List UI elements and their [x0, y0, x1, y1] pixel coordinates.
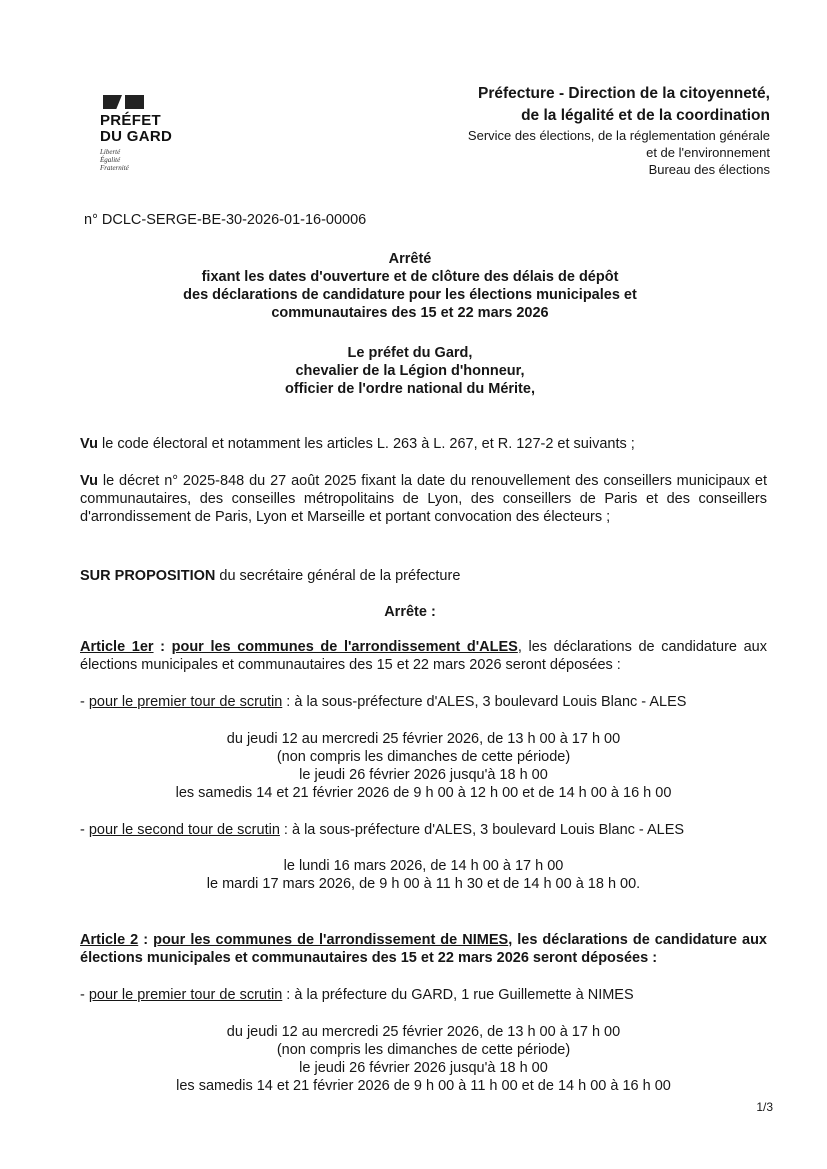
article-2-sep: :	[138, 932, 154, 948]
vu-text: le code électoral et notamment les articles L. 263 à L. 267, et R. 127-2 et suivants ;	[98, 436, 635, 452]
motto-fraternite: Fraternité	[100, 164, 129, 172]
schedule-line: le jeudi 26 février 2026 jusqu'à 18 h 00	[299, 767, 548, 783]
tour-text: : à la sous-préfecture d'ALES, 3 boulevard Louis Blanc - ALES	[279, 822, 685, 838]
issuer-header	[468, 83, 770, 178]
schedule-line: du jeudi 12 au mercredi 25 février 2026, de 13 h 00 à 17 h 00	[226, 731, 621, 747]
article-1-subject: pour les communes de l'arrondissement d'ALES	[171, 639, 518, 655]
article-1-tour-2	[80, 821, 767, 839]
motto-liberte: Liberté	[100, 148, 121, 156]
header-line-4: et de l'environnement	[646, 145, 770, 160]
prefet-logo	[100, 95, 210, 172]
dash: -	[80, 987, 89, 1003]
prefet-line-3: officier de l'ordre national du Mérite,	[285, 381, 535, 397]
article-1-tour-2-schedule	[80, 857, 767, 893]
article-1-sep: :	[153, 639, 172, 655]
header-line-5: Bureau des élections	[648, 162, 770, 177]
title-line-2: fixant les dates d'ouverture et de clôture des délais de dépôt	[201, 269, 619, 285]
article-2-tour-1-schedule	[80, 1023, 767, 1095]
tour-text: : à la sous-préfecture d'ALES, 3 boulevard Louis Blanc - ALES	[282, 694, 687, 710]
dash: -	[80, 694, 89, 710]
prefet-line-2: chevalier de la Légion d'honneur,	[295, 363, 525, 379]
page-number: 1/3	[756, 1100, 773, 1114]
article-2-label: Article 2	[80, 932, 139, 948]
document-title	[70, 250, 750, 322]
vu-code-electoral	[80, 435, 767, 453]
vu-text: le décret n° 2025-848 du 27 août 2025 fixant la date du renouvellement des conseillers municipaux et communautaires, des conseilles métropolitains de Lyon, des conseillers de Paris et des conseillers d'arrondissement de Paris, Lyon et Marseille et portant convocation des électeurs ;	[80, 473, 767, 525]
schedule-line: le mardi 17 mars 2026, de 9 h 00 à 11 h 30 et de 14 h 00 à 18 h 00.	[206, 876, 641, 892]
vu-label: Vu	[80, 436, 98, 452]
article-1	[80, 638, 767, 674]
article-1-tour-1-schedule	[80, 730, 767, 802]
title-line-4: communautaires des 15 et 22 mars 2026	[271, 305, 549, 321]
prefet-line-1: Le préfet du Gard,	[347, 345, 473, 361]
schedule-line: le lundi 16 mars 2026, de 14 h 00 à 17 h 00	[283, 858, 564, 874]
article-1-label: Article 1er	[80, 639, 154, 655]
header-line-2: de la légalité et de la coordination	[521, 107, 770, 124]
arrete-heading: Arrête :	[384, 604, 436, 620]
article-2	[80, 931, 767, 967]
proposition-label: SUR PROPOSITION	[80, 568, 216, 584]
schedule-line: du jeudi 12 au mercredi 25 février 2026, de 13 h 00 à 17 h 00	[226, 1024, 621, 1040]
schedule-line: les samedis 14 et 21 février 2026 de 9 h 00 à 12 h 00 et de 14 h 00 à 16 h 00	[175, 785, 672, 801]
tour-label: pour le second tour de scrutin	[88, 822, 280, 838]
vu-label: Vu	[80, 473, 98, 489]
article-2-tour-1	[80, 986, 767, 1004]
article-1-tour-1	[80, 693, 767, 711]
logo-line-1: PRÉFET	[100, 112, 161, 129]
tour-label: pour le premier tour de scrutin	[88, 987, 283, 1003]
logo-line-2: DU GARD	[100, 128, 173, 145]
sur-proposition	[80, 567, 767, 585]
header-line-3: Service des élections, de la réglementation générale	[467, 128, 770, 143]
motto-egalite: Égalité	[100, 156, 121, 164]
logo-motto	[100, 148, 210, 172]
title-line-3: des déclarations de candidature pour les élections municipales et	[183, 287, 637, 303]
schedule-line: les samedis 14 et 21 février 2026 de 9 h 00 à 11 h 00 et de 14 h 00 à 16 h 00	[176, 1078, 671, 1094]
schedule-line: le jeudi 26 février 2026 jusqu'à 18 h 00	[299, 1060, 548, 1076]
reference-number: n° DCLC-SERGE-BE-30-2026-01-16-00006	[84, 212, 367, 228]
article-2-subject: pour les communes de l'arrondissement de NIMES	[153, 932, 509, 948]
vu-decret	[80, 472, 767, 526]
proposition-text: du secrétaire général de la préfecture	[215, 568, 461, 584]
schedule-line: (non compris les dimanches de cette période)	[276, 749, 571, 765]
title-line-1: Arrêté	[388, 251, 432, 267]
header-line-1: Préfecture - Direction de la citoyenneté,	[477, 85, 770, 102]
article-1-text: , les déclarations de candidature aux élections municipales et communautaires des 15 et 22 mars 2026 seront déposées :	[80, 639, 767, 673]
tour-label: pour le premier tour de scrutin	[88, 694, 283, 710]
marianne-logo-icon	[103, 95, 210, 109]
schedule-line: (non compris les dimanches de cette période)	[276, 1042, 571, 1058]
dash: -	[80, 822, 89, 838]
prefet-titles	[70, 344, 750, 398]
article-2-text: , les déclarations de candidature aux élections municipales et communautaires des 15 et 22 mars 2026 seront déposées :	[80, 932, 767, 966]
tour-text: : à la préfecture du GARD, 1 rue Guillemette à NIMES	[282, 987, 634, 1003]
